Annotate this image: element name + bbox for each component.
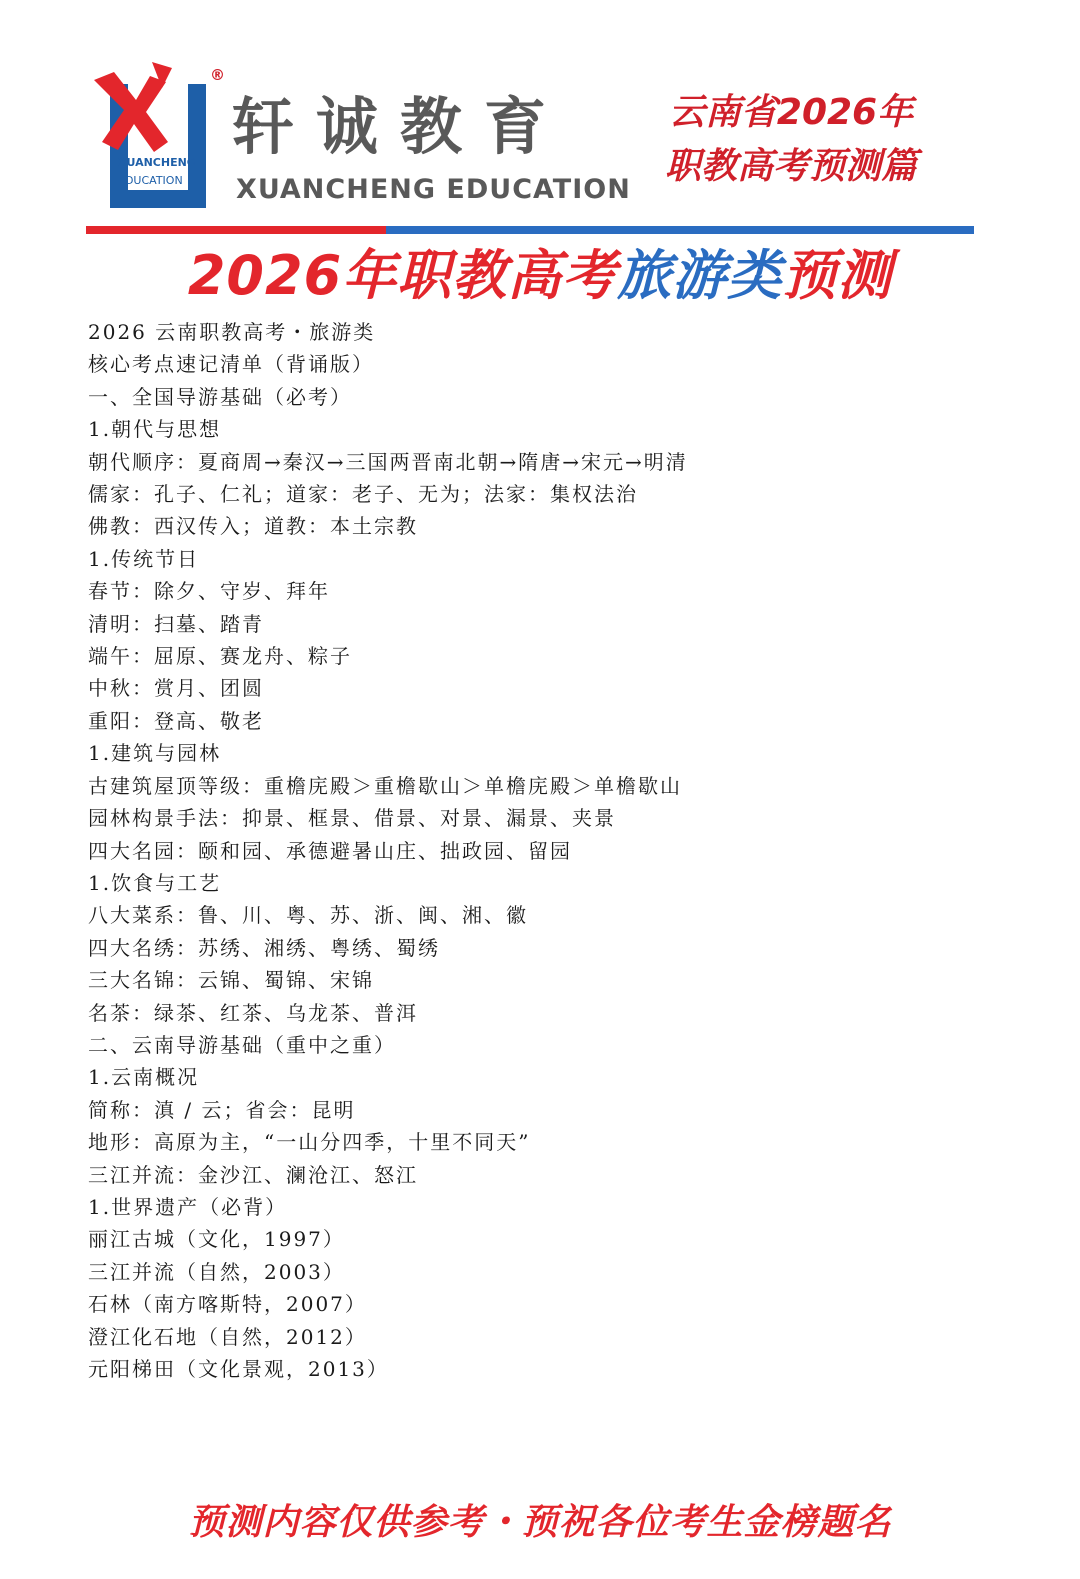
brand-name-cn: 轩诚教育 <box>232 90 569 163</box>
brand-name-en: XUANCHENG EDUCATION <box>236 174 631 205</box>
list-item: 重阳：登高、敬老 <box>88 708 264 733</box>
list-item: 朝代顺序：夏商周→秦汉→三国两晋南北朝→隋唐→宋元→明清 <box>88 449 688 474</box>
divider-red <box>86 226 386 234</box>
list-item: 三江并流（自然，2003） <box>88 1259 345 1284</box>
page-title <box>0 242 1080 310</box>
list-item: 澄江化石地（自然，2012） <box>88 1324 367 1349</box>
tagline-line2: 职教高考预测篇 <box>664 146 917 187</box>
list-item: 核心考点速记清单（背诵版） <box>88 352 374 377</box>
title-part2: 旅游类 <box>617 244 783 307</box>
divider-blue <box>386 226 974 234</box>
list-item: 丽江古城（文化，1997） <box>88 1227 345 1252</box>
title-part3: 预测 <box>782 244 893 307</box>
list-item: 1.建筑与园林 <box>88 741 222 766</box>
tagline-line1: 云南省2026年 <box>668 92 914 133</box>
logo-box-line2: EDUCATION <box>118 174 183 187</box>
list-item: 中秋：赏月、团圆 <box>88 676 264 701</box>
list-item: 清明：扫墓、踏青 <box>88 611 264 636</box>
footer-slogan: 预测内容仅供参考・预祝各位考生金榜题名 <box>188 1502 892 1543</box>
list-item: 元阳梯田（文化景观，2013） <box>88 1357 389 1381</box>
list-item: 四大名园：颐和园、承德避暑山庄、拙政园、留园 <box>88 838 572 863</box>
list-item: 简称：滇 / 云；省会：昆明 <box>88 1097 356 1122</box>
list-item: 春节：除夕、守岁、拜年 <box>88 579 330 604</box>
list-item: 地形：高原为主，“一山分四季，十里不同天” <box>88 1130 531 1155</box>
list-item: 四大名绣：苏绣、湘绣、粤绣、蜀绣 <box>88 935 440 960</box>
title-part1: 2026年职教高考 <box>187 244 618 307</box>
list-item: 1.朝代与思想 <box>88 417 222 442</box>
header <box>0 0 1080 230</box>
list-item: 名茶：绿茶、红茶、乌龙茶、普洱 <box>88 1000 418 1025</box>
list-item: 石林（南方喀斯特，2007） <box>88 1292 367 1317</box>
list-item: 一、全国导游基础（必考） <box>88 384 352 409</box>
list-item: 儒家：孔子、仁礼；道家：老子、无为；法家：集权法治 <box>88 482 638 507</box>
list-item: 园林构景手法：抑景、框景、借景、对景、漏景、夹景 <box>88 806 616 831</box>
list-item: 1.世界遗产（必背） <box>88 1194 288 1219</box>
list-item: 1.云南概况 <box>88 1065 200 1090</box>
list-item: 二、云南导游基础（重中之重） <box>88 1032 396 1057</box>
list-item: 佛教：西汉传入；道教：本土宗教 <box>88 514 418 539</box>
logo-box-text <box>118 154 196 190</box>
list-item: 古建筑屋顶等级：重檐庑殿＞重檐歇山＞单檐庑殿＞单檐歇山 <box>88 773 682 798</box>
tagline <box>636 86 946 194</box>
registered-mark: ® <box>210 66 225 84</box>
list-item: 三江并流：金沙江、澜沧江、怒江 <box>88 1162 418 1187</box>
list-item: 端午：屈原、赛龙舟、粽子 <box>88 644 352 669</box>
list-item: 八大菜系：鲁、川、粤、苏、浙、闽、湘、徽 <box>88 903 528 928</box>
list-item: 1.饮食与工艺 <box>88 870 222 895</box>
list-item: 三大名锦：云锦、蜀锦、宋锦 <box>88 968 374 993</box>
list-item: 1.传统节日 <box>88 546 200 571</box>
list-item: 2026 云南职教高考・旅游类 <box>88 320 376 344</box>
content-list <box>88 316 988 1385</box>
logo-box-line1: XUANCHENG <box>118 156 196 169</box>
